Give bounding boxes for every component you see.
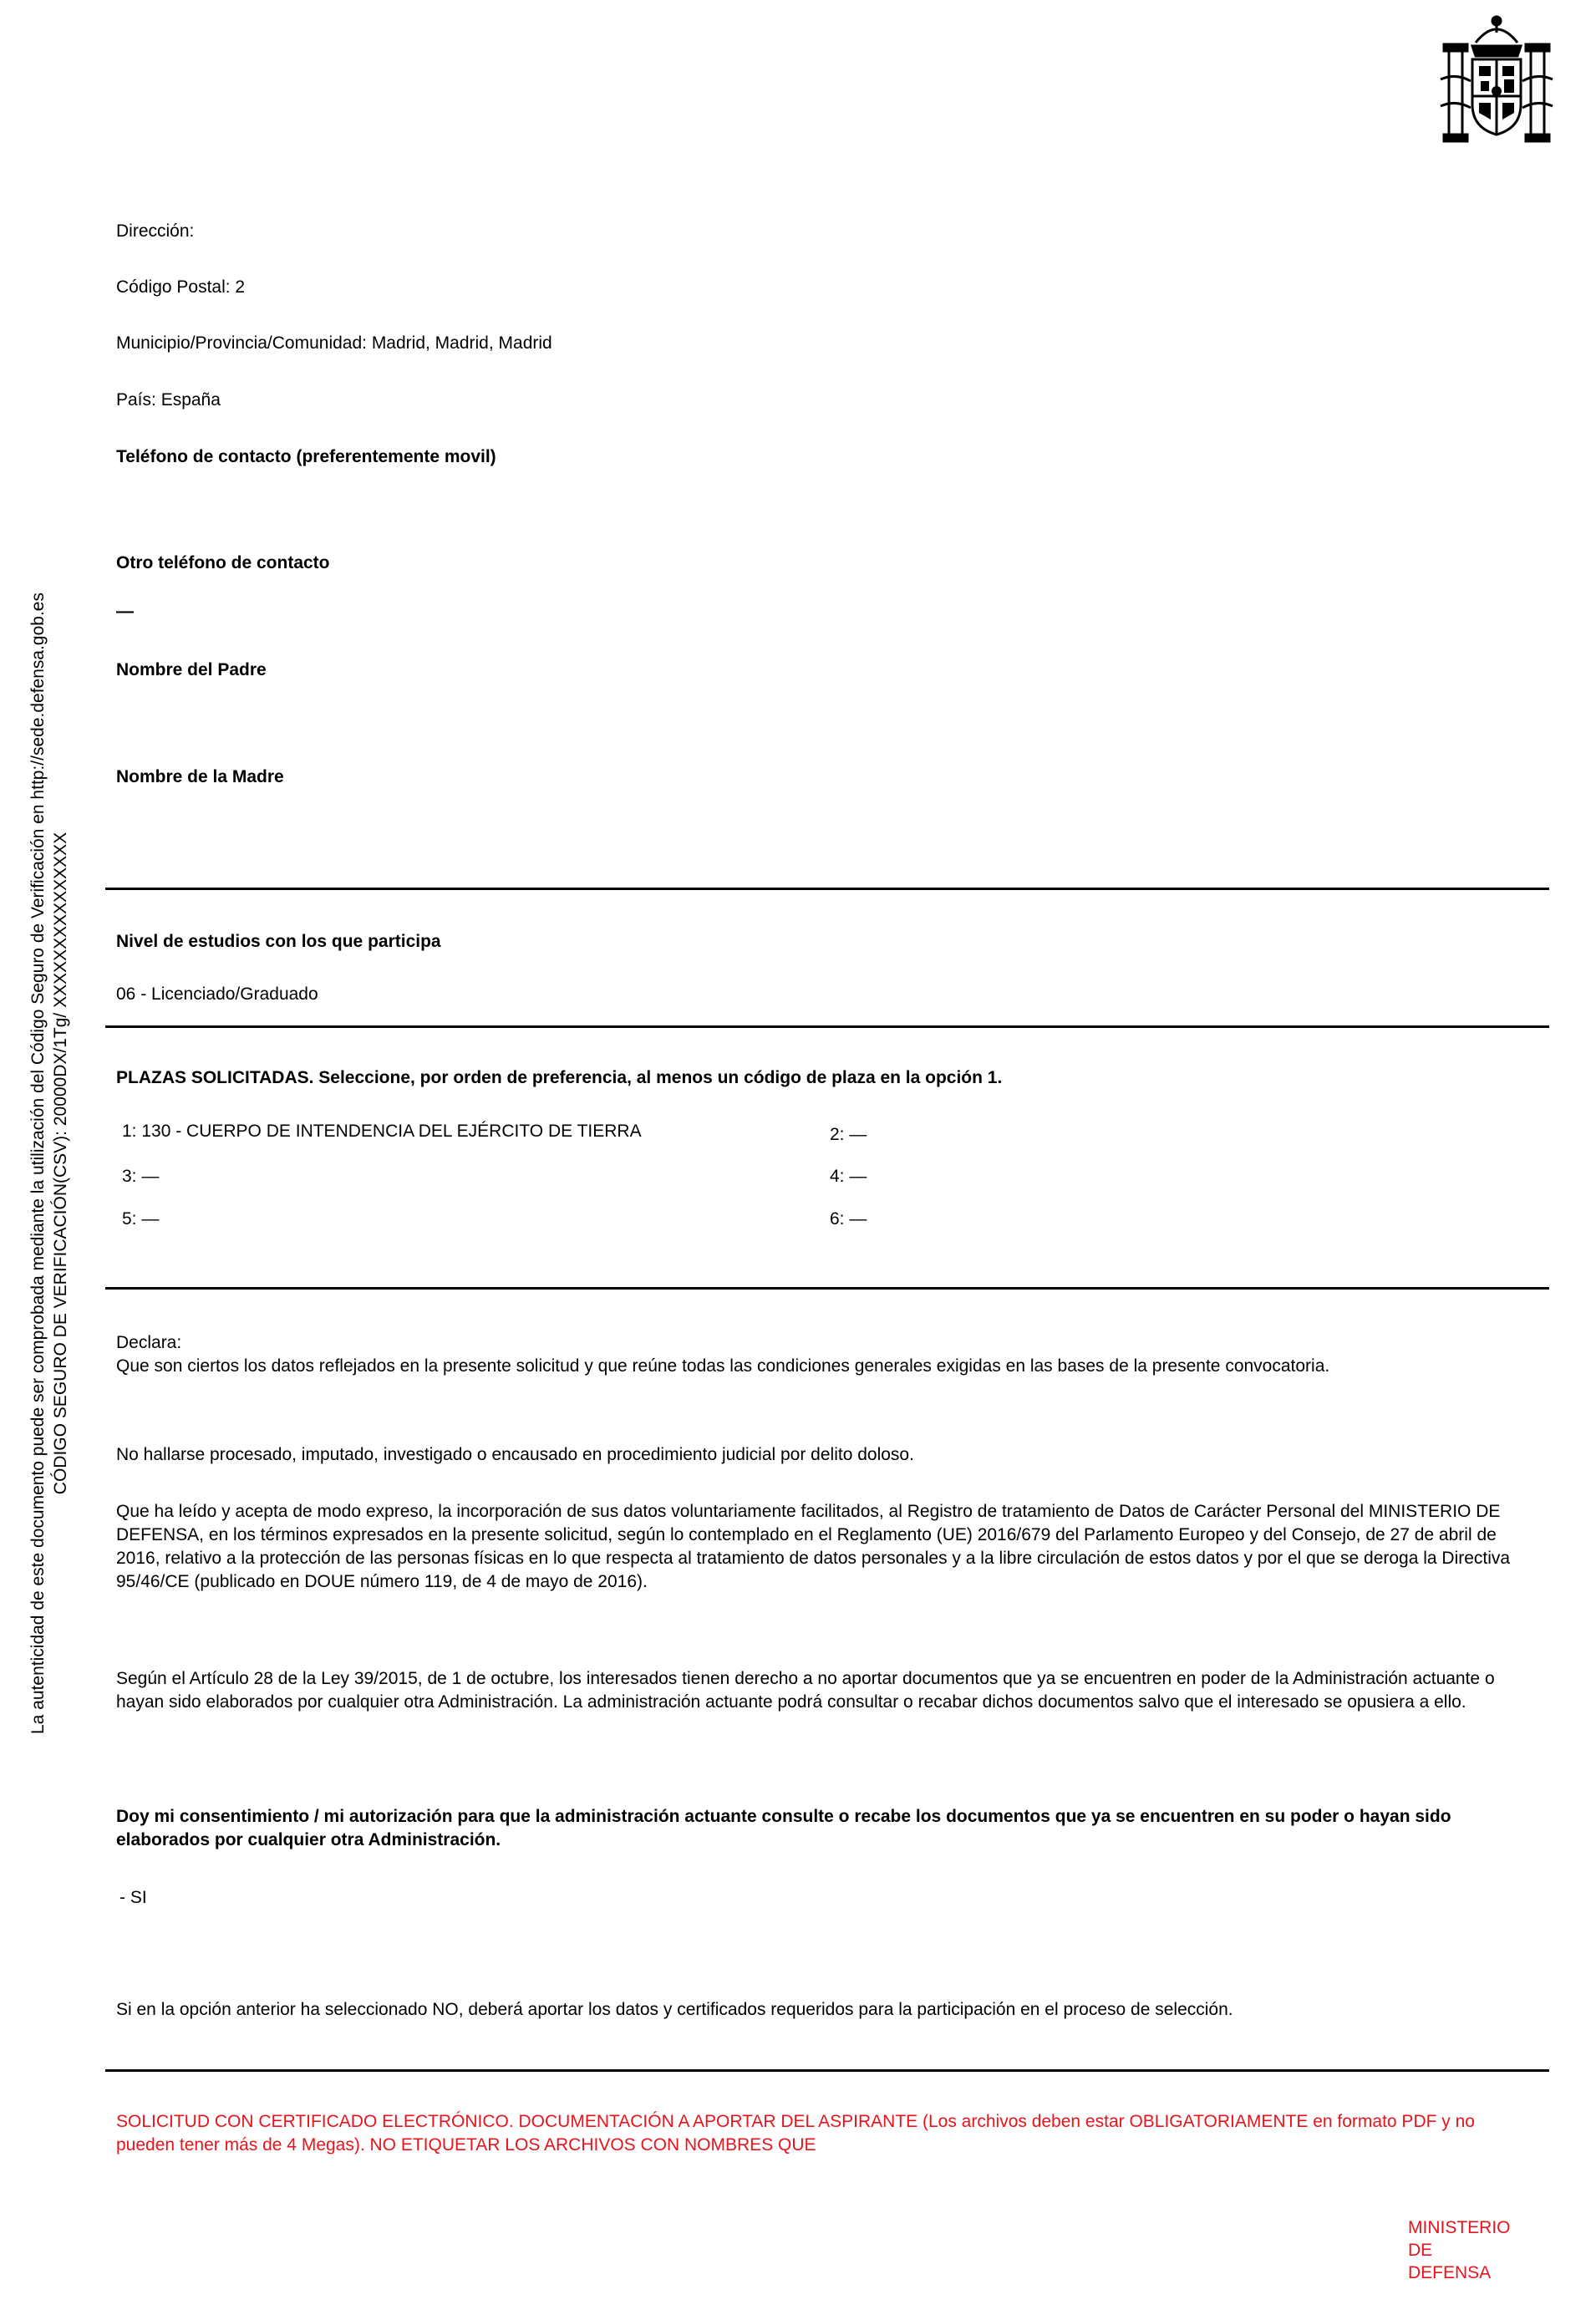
divider — [105, 1287, 1549, 1290]
coat-of-arms-icon — [1439, 13, 1554, 146]
solicitud-note: SOLICITUD CON CERTIFICADO ELECTRÓNICO. DOCUMENTACIÓN A APORTAR DEL ASPIRANTE (Los archivos deben estar OBLIGATORIAMENTE en formato PDF y no pueden tener más de 4 Megas). NO ETIQUETAR LOS ARCHIVOS CON NOMBRES QUE — [116, 2112, 1475, 2155]
direccion-label: Dirección: — [116, 221, 195, 241]
declara-paragraph-2: No hallarse procesado, imputado, investigado o encausado en procedimiento judicial por delito doloso. — [116, 1445, 914, 1464]
ministry-line-3: DEFENSA — [1408, 2263, 1492, 2282]
plaza-5: 5: — — [122, 1209, 160, 1229]
divider — [105, 2069, 1549, 2072]
municipio: Municipio/Provincia/Comunidad: Madrid, Madrid, Madrid — [116, 333, 552, 353]
consentimiento-value: - SI — [119, 1888, 147, 1907]
estudios-value: 06 - Licenciado/Graduado — [116, 984, 318, 1004]
madre-label: Nombre de la Madre — [116, 767, 284, 786]
plaza-2: 2: — — [830, 1125, 867, 1144]
verification-side-note — [27, 411, 94, 1916]
plaza-6: 6: — — [830, 1209, 867, 1229]
declara-paragraph-1: Que son ciertos los datos reflejados en la presente solicitud y que reúne todas las condiciones generales exigidas en las bases de la presente convocatoria. — [116, 1356, 1330, 1376]
plaza-1: 1: 130 - CUERPO DE INTENDENCIA DEL EJÉRCITO DE TIERRA — [122, 1122, 642, 1141]
ministry-line-1: MINISTERIO — [1408, 2218, 1511, 2237]
verification-line-1: La autenticidad de este documento puede ser comprobada mediante la utilización del Código Seguro de Verificación en http://sede.defensa.gob.es — [28, 593, 48, 1734]
ministry-label — [1408, 2216, 1511, 2284]
divider — [105, 1025, 1549, 1028]
ministry-line-2: DE — [1408, 2241, 1433, 2260]
plazas-heading: PLAZAS SOLICITADAS. Seleccione, por orden de preferencia, al menos un código de plaza en la opción 1. — [116, 1068, 1003, 1087]
codigo-postal: Código Postal: 2 — [116, 277, 246, 297]
divider — [105, 888, 1549, 890]
telefono-label: Teléfono de contacto (preferentemente movil) — [116, 447, 496, 466]
consentimiento-note: Si en la opción anterior ha seleccionado NO, deberá aportar los datos y certificados requeridos para la participación en el proceso de selección. — [116, 2000, 1233, 2019]
padre-label: Nombre del Padre — [116, 660, 267, 679]
declara-paragraph-3: Que ha leído y acepta de modo expreso, la incorporación de sus datos voluntariamente facilitados, al Registro de tratamiento de Datos de Carácter Personal del MINISTERIO DE DEFENSA, en los términos expresados en la presente solicitud, según lo contemplado en el Reglamento (UE) 2016/679 del Parlamento Europeo y del Consejo, de 27 de abril de 2016, relativo a la protección de las personas físicas en lo que respecta al tratamiento de datos personales y a la libre circulación de estos datos y por el que se deroga la Directiva 95/46/CE (publicado en DOUE número 119, de 4 de mayo de 2016). — [116, 1502, 1511, 1591]
declara-paragraph-4: Según el Artículo 28 de la Ley 39/2015, de 1 de octubre, los interesados tienen derecho a no aportar documentos que ya se encuentren en poder de la Administración actuante o hayan sido elaborados por cualquier otra Administración. La administración actuante podrá consultar o recabar dichos documentos salvo que el interesado se opusiera a ello. — [116, 1669, 1495, 1712]
consentimiento-label: Doy mi consentimiento / mi autorización para que la administración actuante consulte o recabe los documentos que ya se encuentren en su poder o hayan sido elaborados por cualquier otra Administración. — [116, 1807, 1451, 1849]
otro-telefono-value: — — [116, 602, 134, 621]
otro-telefono-label: Otro teléfono de contacto — [116, 553, 330, 572]
plaza-3: 3: — — [122, 1167, 160, 1186]
plaza-4: 4: — — [830, 1167, 867, 1186]
pais: País: España — [116, 390, 221, 410]
estudios-label: Nivel de estudios con los que participa — [116, 932, 441, 951]
verification-line-2: CÓDIGO SEGURO DE VERIFICACIÓN(CSV): 20000DX/1Tg/ XXXXXXXXXXXXXXX — [51, 832, 70, 1495]
declara-label: Declara: — [116, 1333, 182, 1352]
